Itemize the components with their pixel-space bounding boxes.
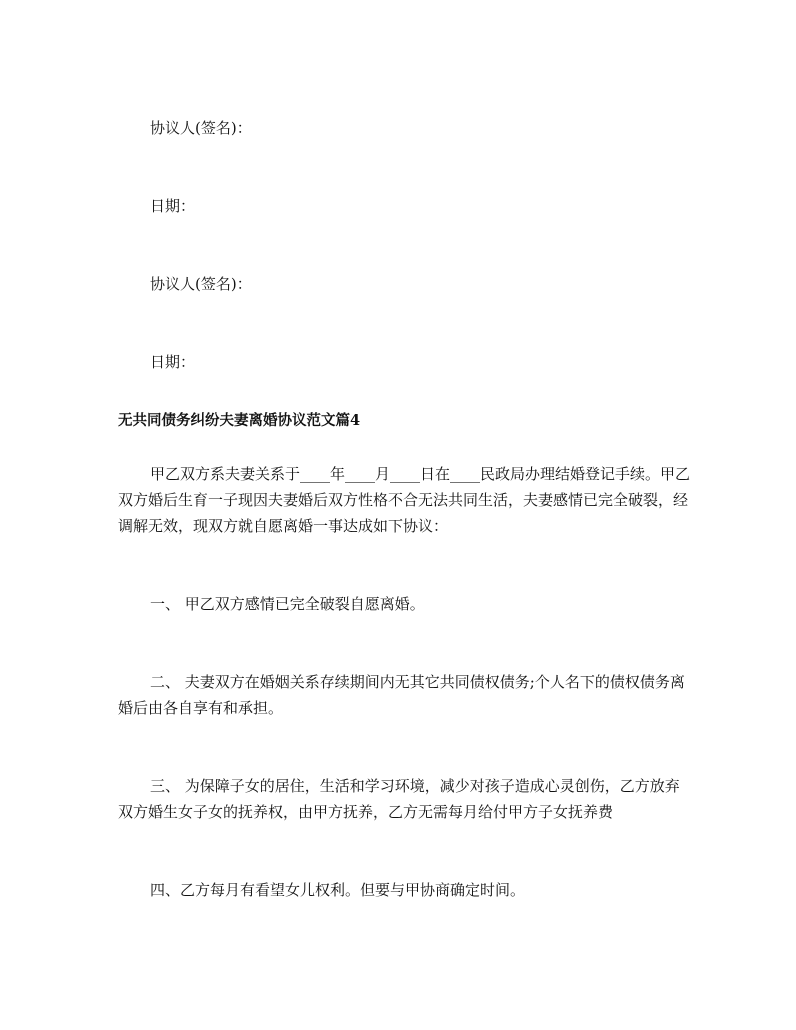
clause-4: 四、乙方每月有看望女儿权利。但要与甲协商确定时间。 — [150, 881, 526, 899]
clause-2: 二、 夫妻双方在婚姻关系存续期间内无其它共同债权债务;个人名下的债权债务离婚后由各自享有和承担。 — [118, 673, 685, 717]
section-heading: 无共同债务纠纷夫妻离婚协议范文篇4 — [118, 412, 361, 429]
signature-label: 协议人(签名)： — [150, 119, 252, 137]
intro-paragraph: 甲乙双方系夫妻关系于____年____月____日在____民政局办理结婚登记手续。甲乙双方婚后生育一子现因夫妻婚后双方性格不合无法共同生活，夫妻感情已完全破裂，经调解无效，现双方就自愿离婚一事达成如下协议： — [118, 465, 691, 535]
clause-3: 三、 为保障子女的居住，生活和学习环境，减少对孩子造成心灵创伤，乙方放弃双方婚生女子女的抚养权，由甲方抚养，乙方无需每月给付甲方子女抚养费 — [118, 777, 680, 821]
signature-label: 协议人(签名)： — [150, 275, 252, 293]
date-label: 日期： — [150, 353, 196, 371]
date-label: 日期： — [150, 197, 196, 215]
clause-1: 一、 甲乙双方感情已完全破裂自愿离婚。 — [150, 595, 425, 613]
